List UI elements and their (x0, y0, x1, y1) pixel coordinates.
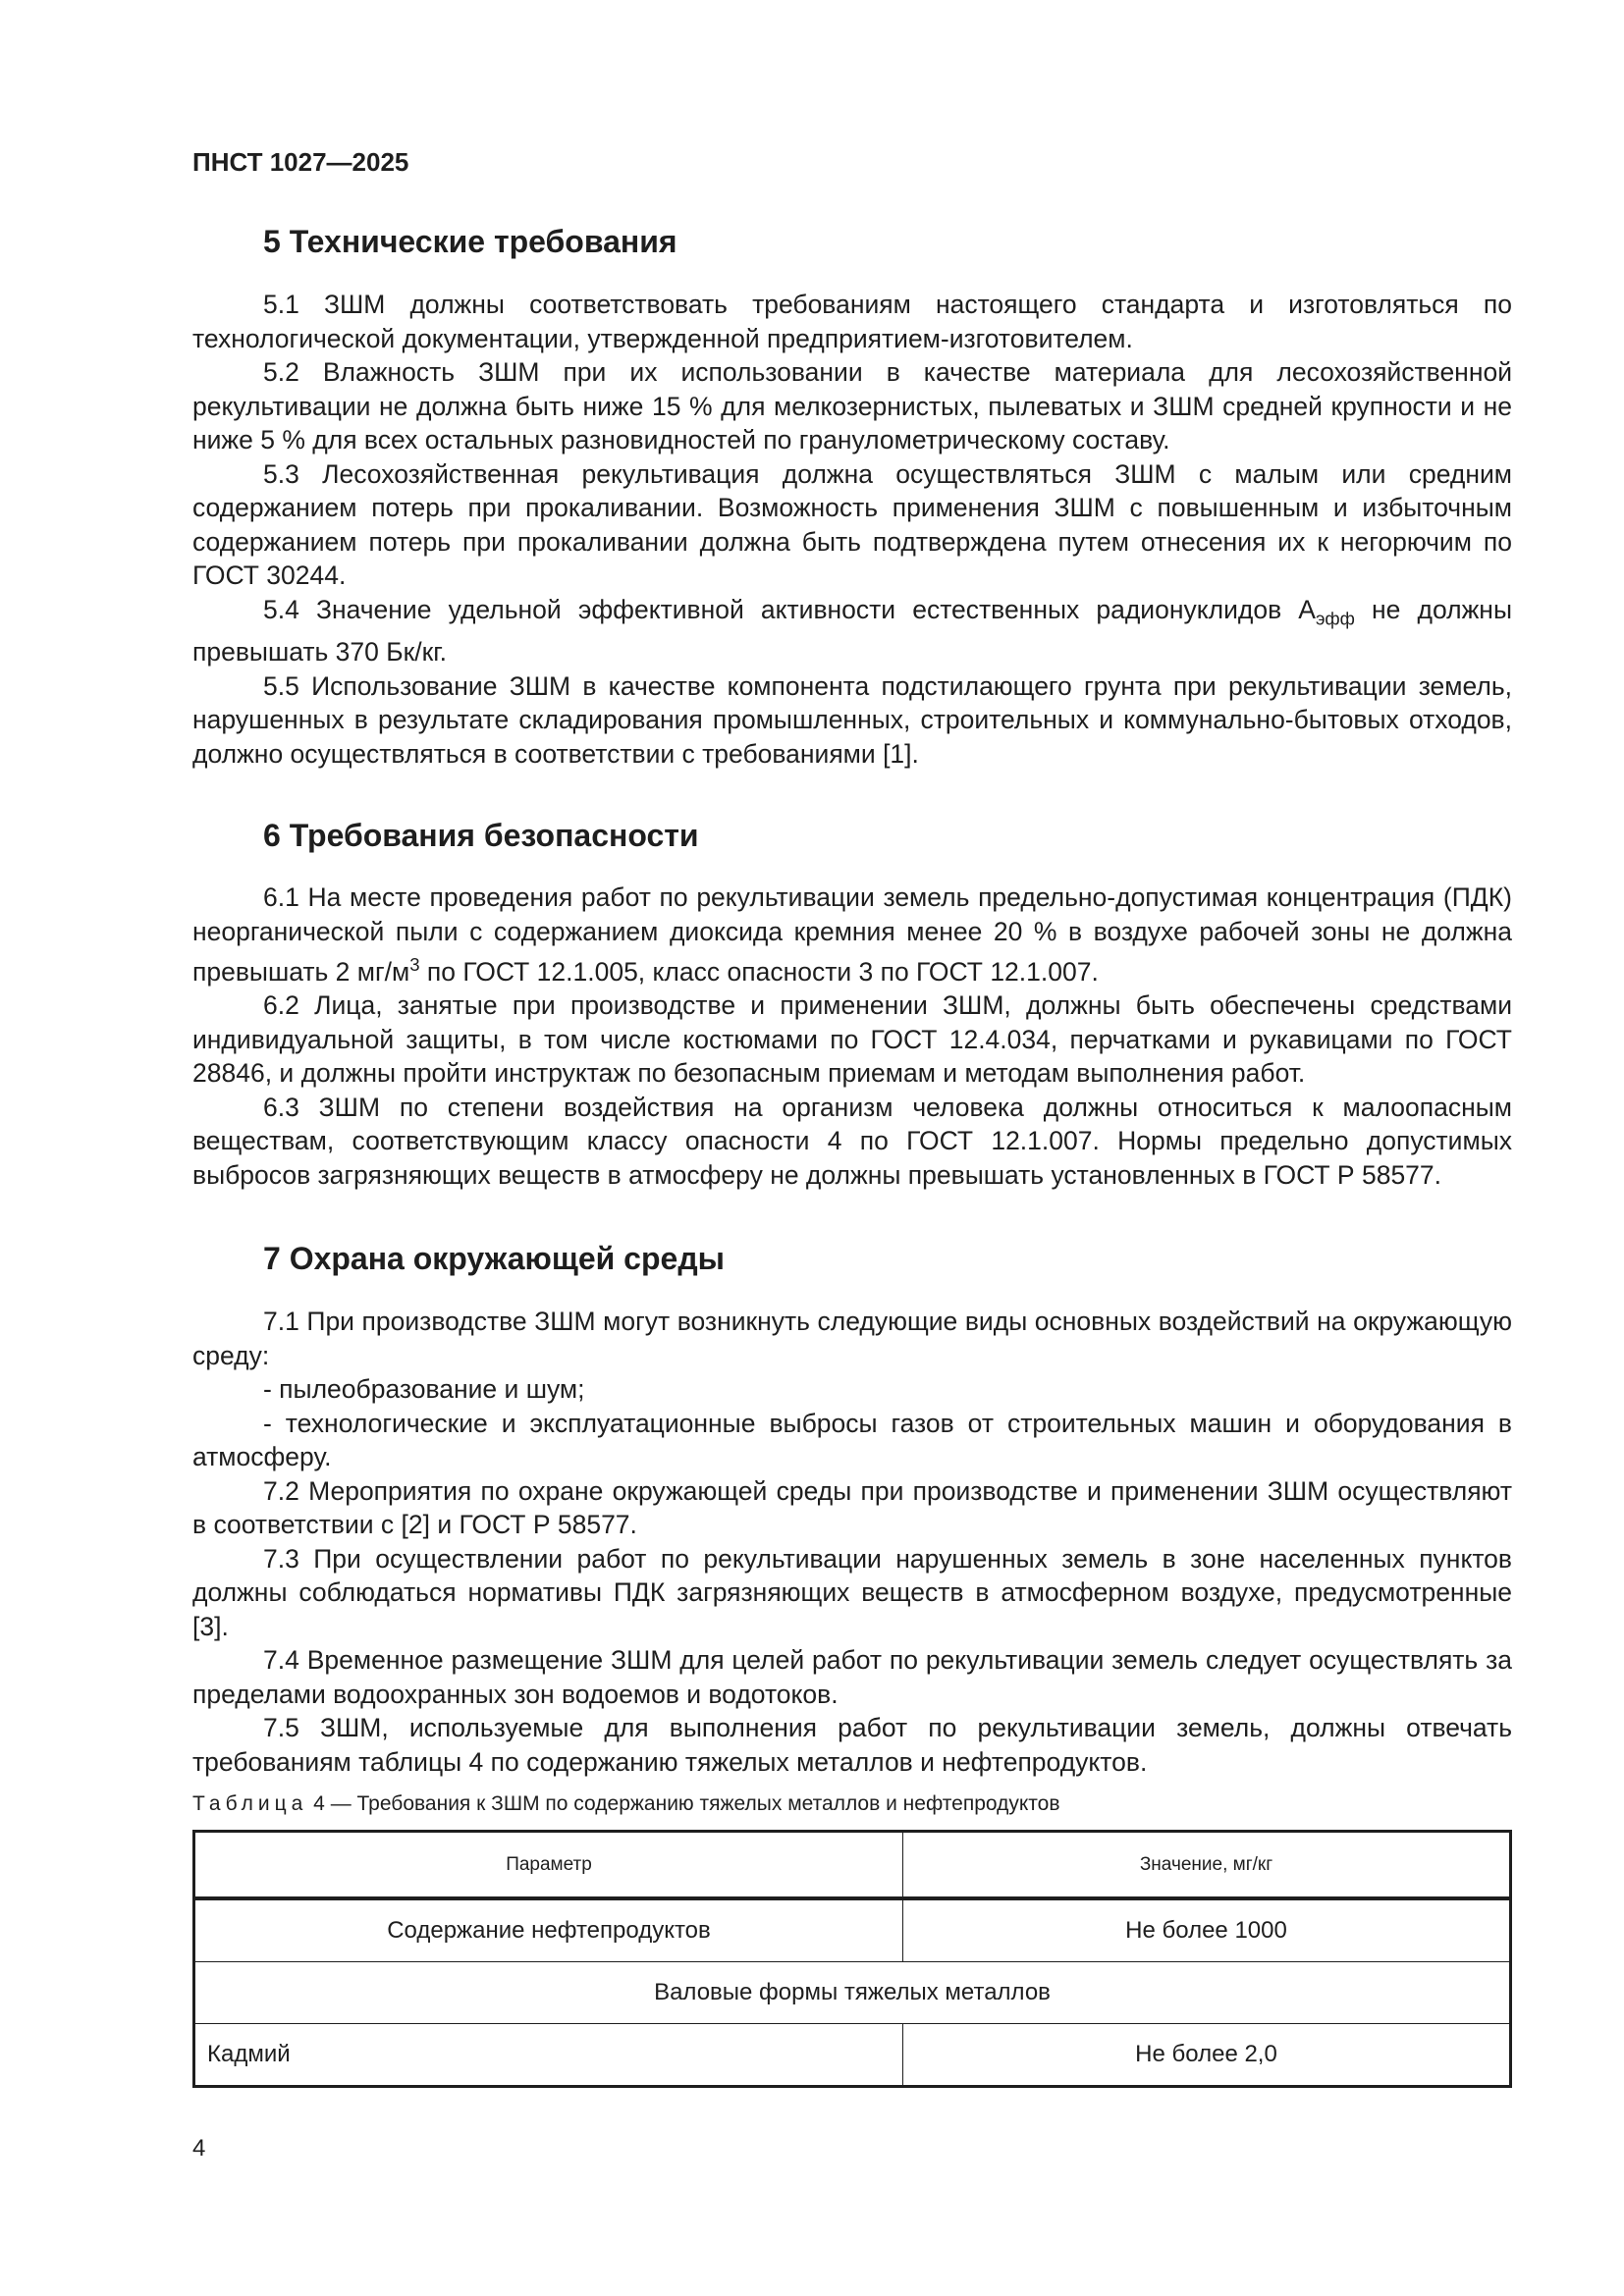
paragraph-5-5: 5.5 Использование ЗШМ в качестве компонента подстилающего грунта при рекультивации земель, нарушенных в результате складирования промышленных, строительных и коммунально-бытовых отходов, должно осуществляться в соответствии с требованиями [1]. (192, 670, 1512, 769)
paragraph-7-1: 7.1 При производстве ЗШМ могут возникнуть следующие виды основных воздействий на окружающую среду: (192, 1307, 1512, 1370)
table-4 (192, 1830, 1512, 2088)
superscript-3: 3 (409, 954, 420, 975)
paragraph-7-2: 7.2 Мероприятия по охране окружающей среды при производстве и применении ЗШМ осуществляют в соответствии с [2] и ГОСТ Р 58577. (192, 1475, 1512, 1539)
paragraph-5-2: 5.2 Влажность ЗШМ при их использовании в качестве материала для лесохозяйственной рекультивации не должна быть ниже 15 % для мелкозернистых, пылеватых и ЗШМ средней крупности и не ниже 5 % для всех остальных разновидностей по гранулометрическому составу. (192, 357, 1512, 454)
section-7-body (192, 1305, 1512, 1779)
cell-parameter: Содержание нефтепродуктов (194, 1898, 903, 1962)
paragraph-5-1: 5.1 ЗШМ должны соответствовать требованиям настоящего стандарта и изготовляться по технологической документации, утвержденной предприятием-изготовителем. (192, 290, 1512, 353)
paragraph-5-4: 5.4 Значение удельной эффективной активности естественных радионуклидов $А_{эфф}$ не должны превышать 370 Бк/кг. (192, 594, 1512, 667)
table-row (194, 2024, 1511, 2087)
table-row (194, 1898, 1511, 1962)
section-6-body (192, 881, 1512, 1192)
paragraph-5-3: 5.3 Лесохозяйственная рекультивация должна осуществляться ЗШМ с малым или средним содержанием потерь при прокаливании. Возможность применения ЗШМ с повышенным и избыточным содержанием потерь при прокаливании должна быть подтверждена путем отнесения их к негорючим по ГОСТ 30244. (192, 458, 1512, 590)
table-group-row (194, 1962, 1511, 2024)
subscript-eff: эфф (1315, 607, 1355, 628)
section-5-title: 5 Технические требования (263, 224, 677, 259)
page-number: 4 (192, 2135, 206, 2162)
paragraph-6-2: 6.2 Лица, занятые при производстве и применении ЗШМ, должны быть обеспечены средствами индивидуальной защиты, в том числе костюмами по ГОСТ 12.4.034, перчатками и рукавицами по ГОСТ 28846, и должны пройти инструктаж по безопасным приемам и методам выполнения работ. (192, 990, 1512, 1089)
paragraph-7-3: 7.3 При осуществлении работ по рекультивации нарушенных земель в зоне населенных пунктов должны соблюдаться нормативы ПДК загрязняющих веществ в атмосферном воздухе, предусмотренные [3]. (192, 1543, 1512, 1641)
section-6-title: 6 Требования безопасности (263, 818, 699, 853)
paragraph-7-5: 7.5 ЗШМ, используемые для выполнения работ по рекультивации земель, должны отвечать требованиям таблицы 4 по содержанию тяжелых металлов и нефтепродуктов. (192, 1713, 1512, 1777)
table-header-row (194, 1832, 1511, 1899)
section-5-body (192, 288, 1512, 771)
document-header: ПНСТ 1027—2025 (192, 147, 409, 177)
paragraph-6-1: 6.1 На месте проведения работ по рекультивации земель предельно-допустимая концентрация (ПДК) неорганической пыли с содержанием диоксида кремния менее 20 % в воздухе рабочей зоны не должна превышать 2 $мг/м^3$ по ГОСТ 12.1.005, класс опасности 3 по ГОСТ 12.1.007. (192, 882, 1512, 987)
cell-value: Не более 2,0 (903, 2024, 1511, 2087)
cell-group-heading: Валовые формы тяжелых металлов (194, 1962, 1511, 2024)
paragraph-7-4: 7.4 Временное размещение ЗШМ для целей работ по рекультивации земель следует осуществлять за пределами водоохранных зон водоемов и водотоков. (192, 1645, 1512, 1709)
cell-value: Не более 1000 (903, 1898, 1511, 1962)
list-item-emissions: - технологические и эксплуатационные выбросы газов от строительных машин и оборудования в атмосферу. (192, 1408, 1512, 1471)
cell-parameter: Кадмий (194, 2024, 903, 2087)
list-item-dust: - пылеобразование и шум; (263, 1374, 585, 1404)
column-header-parameter: Параметр (194, 1832, 903, 1899)
paragraph-6-3: 6.3 ЗШМ по степени воздействия на организм человека должны относиться к малоопасным веществам, соответствующим классу опасности 4 по ГОСТ 12.1.007. Нормы предельно допустимых выбросов загрязняющих веществ в атмосферу не должны превышать установленных в ГОСТ Р 58577. (192, 1092, 1512, 1190)
table-caption: Таблица 4 — Требования к ЗШМ по содержанию тяжелых металлов и нефтепродуктов (192, 1792, 1060, 1815)
column-header-value: Значение, мг/кг (903, 1832, 1511, 1899)
section-7-title: 7 Охрана окружающей среды (263, 1241, 725, 1276)
